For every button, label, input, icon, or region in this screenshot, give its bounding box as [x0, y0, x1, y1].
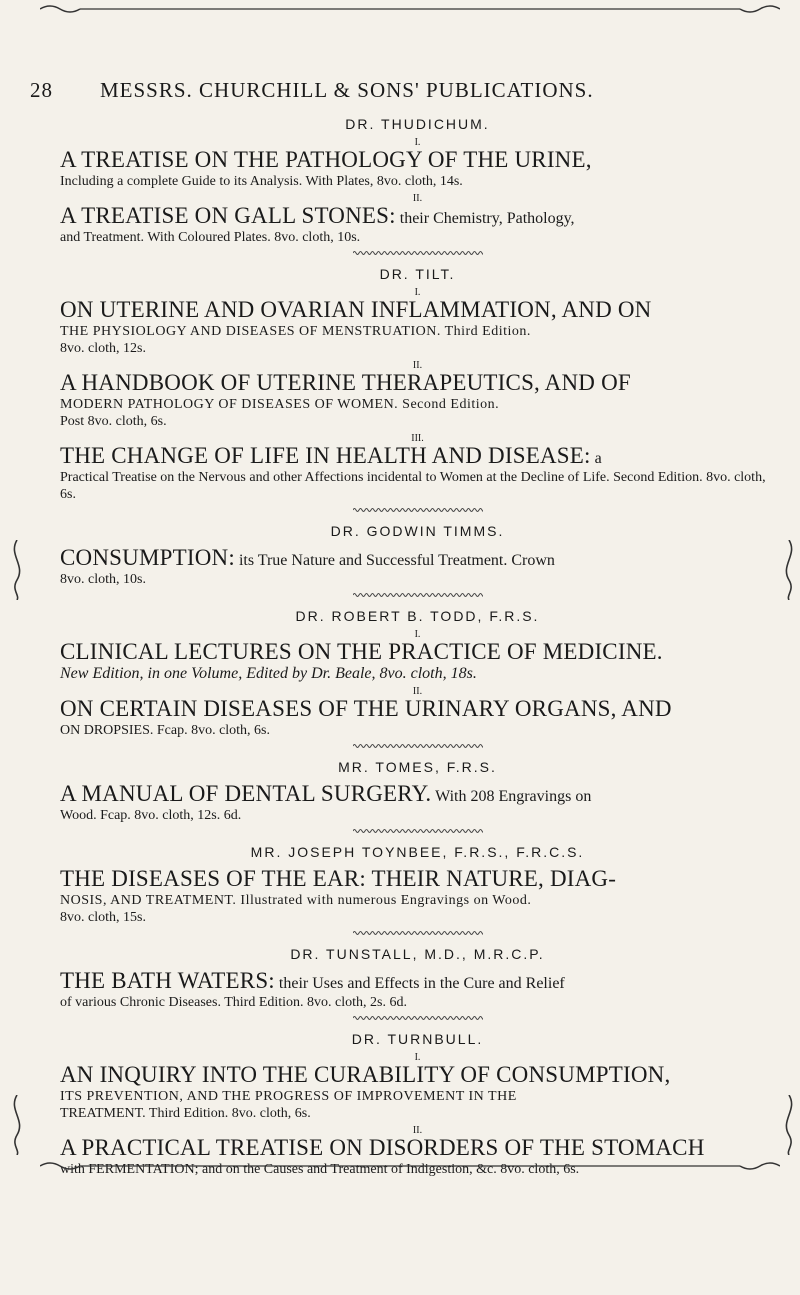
book-details: Practical Treatise on the Nervous and other Affections incidental to Women at the Decline of Life. Second Edition. 8vo. cloth, 6s.: [60, 470, 766, 502]
book-title: CLINICAL LECTURES ON THE PRACTICE OF MEDICINE.: [60, 639, 663, 664]
book-subtitle: ITS PREVENTION, AND THE PROGRESS OF IMPROVEMENT IN THE: [60, 1089, 517, 1104]
book-subtitle: NOSIS, AND TREATMENT. Illustrated with numerous Engravings on Wood.: [60, 893, 532, 908]
book-title: A TREATISE ON GALL STONES:: [60, 203, 396, 228]
catalogue-entry: [60, 696, 775, 739]
wavy-divider: [353, 743, 483, 749]
book-subtitle: its True Nature and Successful Treatment. Crown: [234, 552, 555, 569]
book-details: 8vo. cloth, 10s.: [60, 572, 146, 587]
book-title: A PRACTICAL TREATISE ON DISORDERS OF THE STOMACH: [60, 1135, 705, 1160]
entry-numeral: III.: [411, 433, 424, 444]
author-heading: DR. TURNBULL.: [351, 1031, 484, 1047]
book-subtitle: THE PHYSIOLOGY AND DISEASES OF MENSTRUATION. Third Edition.: [60, 324, 531, 339]
author-heading: DR. TILT.: [379, 266, 456, 282]
entry-numeral: I.: [414, 137, 421, 148]
author-heading: MR. TOMES, F.R.S.: [338, 759, 497, 775]
book-title: CONSUMPTION:: [60, 545, 235, 570]
left-flourish-icon: [8, 540, 26, 600]
author-heading: DR. THUDICHUM.: [345, 116, 490, 132]
wavy-divider: [353, 1015, 483, 1021]
book-title: ON UTERINE AND OVARIAN INFLAMMATION, AND ON: [60, 297, 652, 322]
book-details: of various Chronic Diseases. Third Edition. 8vo. cloth, 2s. 6d.: [60, 995, 407, 1010]
right-flourish-icon: [780, 540, 798, 600]
book-details: Wood. Fcap. 8vo. cloth, 12s. 6d.: [60, 808, 242, 823]
author-heading: MR. JOSEPH TOYNBEE, F.R.S., F.R.C.S.: [250, 844, 585, 860]
running-head: [30, 78, 770, 103]
running-title: MESSRS. CHURCHILL & SONS' PUBLICATIONS.: [100, 78, 594, 102]
book-details: ON DROPSIES. Fcap. 8vo. cloth, 6s.: [60, 723, 271, 738]
wavy-divider: [353, 592, 483, 598]
catalogue-entry: [60, 370, 775, 430]
author-heading: DR. TUNSTALL, M.D., M.R.C.P.: [290, 946, 545, 962]
catalogue-entry: [60, 545, 775, 588]
book-subtitle: MODERN PATHOLOGY OF DISEASES OF WOMEN. Second Edition.: [60, 397, 500, 412]
book-subtitle: their Uses and Effects in the Cure and Relief: [274, 975, 565, 992]
author-heading: DR. GODWIN TIMMS.: [330, 523, 505, 539]
book-details: Including a complete Guide to its Analysis. With Plates, 8vo. cloth, 14s.: [60, 174, 463, 189]
book-title: A MANUAL OF DENTAL SURGERY.: [60, 781, 432, 806]
catalogue-entry: [60, 781, 775, 824]
left-flourish-bottom-icon: [8, 1095, 26, 1155]
catalogue-entry: [60, 297, 775, 357]
bottom-ornament-rule: [40, 1160, 780, 1172]
wavy-divider: [353, 828, 483, 834]
top-ornament-rule: [40, 3, 780, 15]
book-details: 8vo. cloth, 12s.: [60, 341, 146, 356]
book-title: A TREATISE ON THE PATHOLOGY OF THE URINE,: [60, 147, 592, 172]
wavy-divider: [353, 507, 483, 513]
catalogue-content: [60, 116, 775, 1182]
book-title: ON CERTAIN DISEASES OF THE URINARY ORGANS, AND: [60, 696, 672, 721]
book-title: THE DISEASES OF THE EAR: THEIR NATURE, DIAG-: [60, 866, 617, 891]
book-details: and Treatment. With Coloured Plates. 8vo. cloth, 10s.: [60, 230, 361, 245]
book-title: THE BATH WATERS:: [60, 968, 275, 993]
book-title: THE CHANGE OF LIFE IN HEALTH AND DISEASE:: [60, 443, 591, 468]
book-title: A HANDBOOK OF UTERINE THERAPEUTICS, AND OF: [60, 370, 631, 395]
catalogue-entry: [60, 968, 775, 1011]
entry-numeral: I.: [414, 1052, 421, 1063]
wavy-divider: [353, 930, 483, 936]
catalogue-entry: [60, 639, 775, 683]
catalogue-entry: [60, 147, 775, 190]
entry-numeral: I.: [414, 629, 421, 640]
author-heading: DR. ROBERT B. TODD, F.R.S.: [295, 608, 540, 624]
entry-numeral: II.: [412, 193, 423, 204]
book-details: 8vo. cloth, 15s.: [60, 910, 146, 925]
catalogue-entry: [60, 443, 775, 503]
entry-numeral: II.: [412, 686, 423, 697]
book-details: TREATMENT. Third Edition. 8vo. cloth, 6s.: [60, 1106, 311, 1121]
right-flourish-bottom-icon: [780, 1095, 798, 1155]
book-subtitle: With 208 Engravings on: [431, 788, 592, 805]
book-subtitle: a: [590, 450, 602, 467]
book-details: with FERMENTATION; and on the Causes and Treatment of Indigestion, &c. 8vo. cloth, 6s.: [60, 1162, 580, 1177]
catalogue-entry: [60, 1062, 775, 1122]
entry-numeral: I.: [414, 287, 421, 298]
catalogue-entry: [60, 203, 775, 246]
book-details: New Edition, in one Volume, Edited by Dr. Beale, 8vo. cloth, 18s.: [60, 665, 477, 682]
wavy-divider: [353, 250, 483, 256]
entry-numeral: II.: [412, 360, 423, 371]
book-details: Post 8vo. cloth, 6s.: [60, 414, 167, 429]
book-subtitle: their Chemistry, Pathology,: [395, 210, 575, 227]
book-title: AN INQUIRY INTO THE CURABILITY OF CONSUMPTION,: [60, 1062, 671, 1087]
entry-numeral: II.: [412, 1125, 423, 1136]
page-number: 28: [30, 78, 53, 102]
catalogue-entry: [60, 866, 775, 926]
